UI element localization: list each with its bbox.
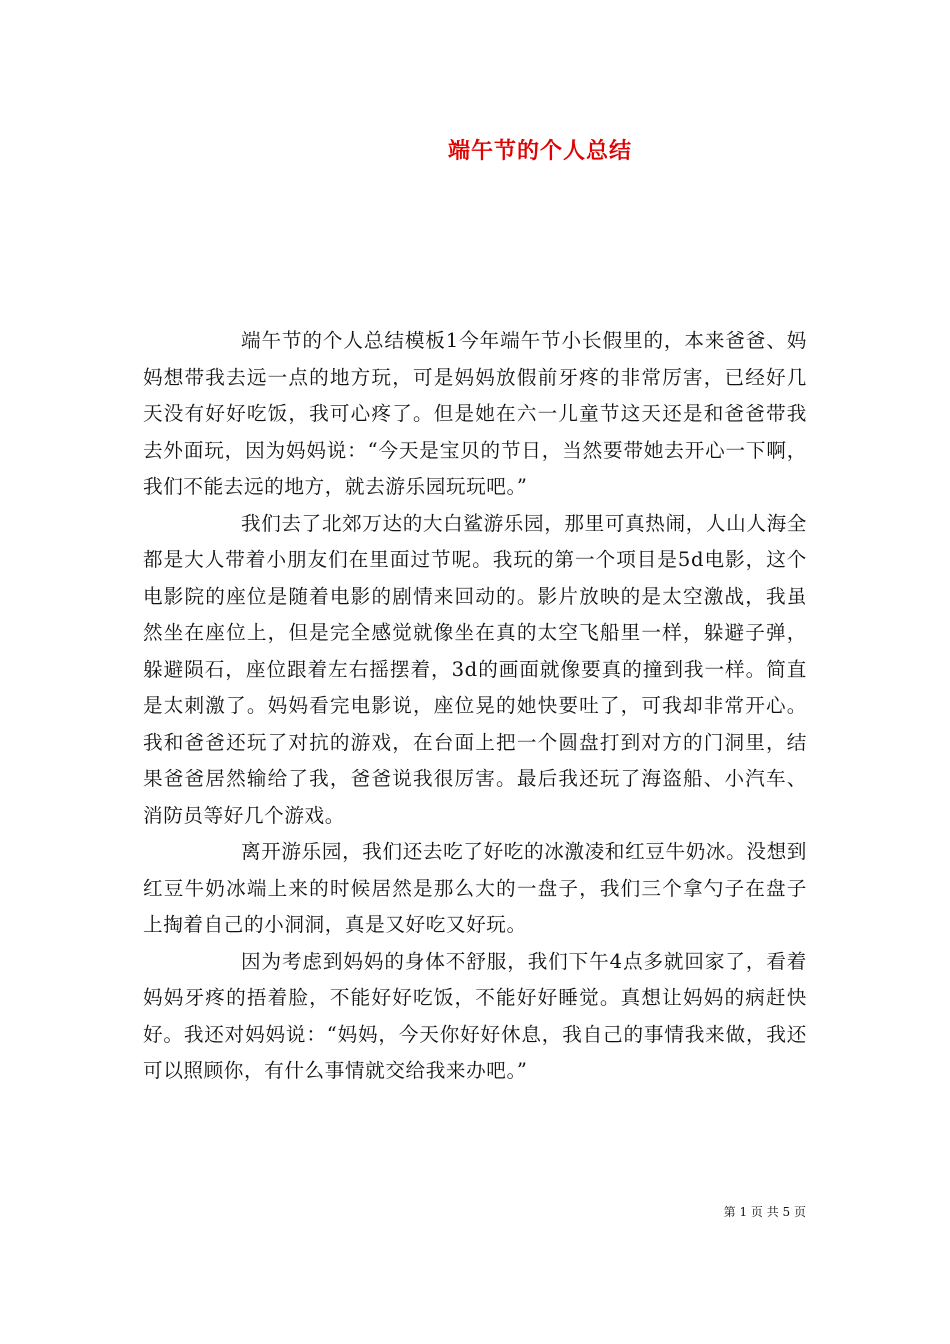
page-number-footer: 第 1 页 共 5 页: [723, 1205, 806, 1219]
document-body: [143, 323, 807, 1090]
paragraph-3: 离开游乐园，我们还去吃了好吃的冰激凌和红豆牛奶冰。没想到红豆牛奶冰端上来的时候居然是那么大的一盘子，我们三个拿勺子在盘子上掏着自己的小洞洞，真是又好吃又好玩。: [143, 840, 807, 936]
document-title: 端午节的个人总结: [447, 139, 632, 164]
paragraph-1: 端午节的个人总结模板1今年端午节小长假里的，本来爸爸、妈妈想带我去远一点的地方玩，可是妈妈放假前牙疼的非常厉害，已经好几天没有好好吃饭，我可心疼了。但是她在六一儿童节这天还是和爸爸带我去外面玩，因为妈妈说：“今天是宝贝的节日，当然要带她去开心一下啊，我们不能去远的地方，就去游乐园玩玩吧。”: [143, 329, 807, 498]
paragraph-2: 我们去了北郊万达的大白鲨游乐园，那里可真热闹，人山人海全都是大人带着小朋友们在里面过节呢。我玩的第一个项目是5d电影，这个电影院的座位是随着电影的剧情来回动的。影片放映的是太空激战，我虽然坐在座位上，但是完全感觉就像坐在真的太空飞船里一样，躲避子弹，躲避陨石，座位跟着左右摇摆着，3d的画面就像要真的撞到我一样。简直是太刺激了。妈妈看完电影说，座位晃的她快要吐了，可我却非常开心。我和爸爸还玩了对抗的游戏，在台面上把一个圆盘打到对方的门洞里，结果爸爸居然输给了我，爸爸说我很厉害。最后我还玩了海盗船、小汽车、消防员等好几个游戏。: [143, 511, 807, 827]
paragraph-4: 因为考虑到妈妈的身体不舒服，我们下午4点多就回家了，看着妈妈牙疼的捂着脸，不能好好吃饭，不能好好睡觉。真想让妈妈的病赶快好。我还对妈妈说：“妈妈，今天你好好休息，我自己的事情我来做，我还可以照顾你，有什么事情就交给我来办吧。”: [143, 949, 807, 1082]
